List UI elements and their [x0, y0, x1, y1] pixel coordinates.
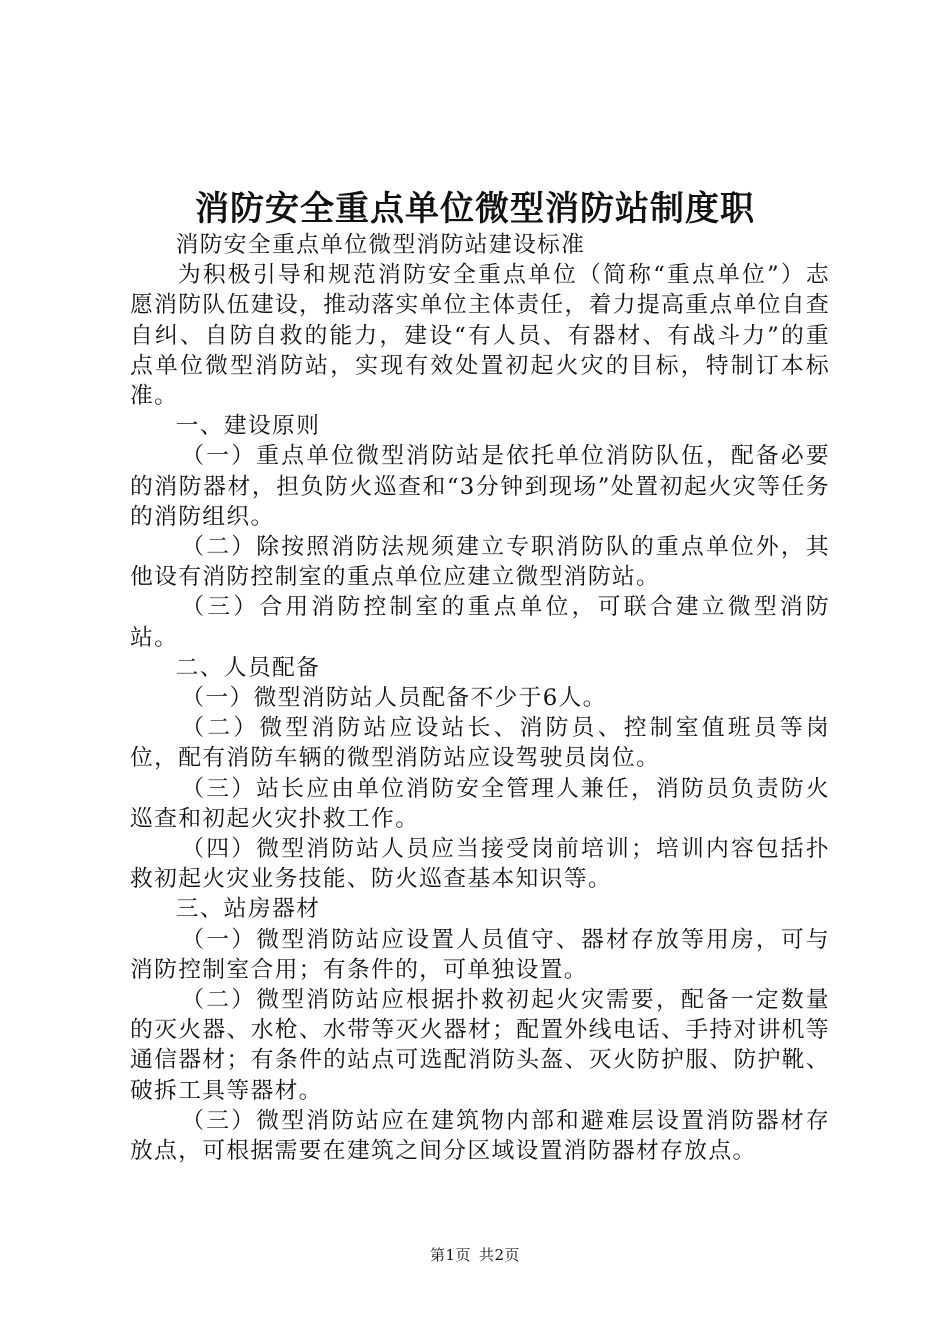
- section-item: （二）除按照消防法规须建立专职消防队的重点单位外，其他设有消防控制室的重点单位应建立微型消防站。: [130, 534, 830, 591]
- section-item: （三）站长应由单位消防安全管理人兼任，消防员负责防火巡查和初起火灾扑救工作。: [130, 775, 830, 832]
- page-number: 第1页: [429, 1246, 471, 1264]
- document-title: 消防安全重点单位微型消防站制度职: [195, 189, 755, 229]
- section-heading: 二、人员配备: [175, 654, 321, 681]
- section-item: （二）微型消防站应设站长、消防员、控制室值班员等岗位，配有消防车辆的微型消防站应设驾驶员岗位。: [130, 715, 830, 772]
- section-item: （四）微型消防站人员应当接受岗前培训；培训内容包括扑救初起火灾业务技能、防火巡查基本知识等。: [130, 836, 830, 893]
- page-footer: [0, 1244, 950, 1266]
- intro-paragraph: 为积极引导和规范消防安全重点单位（简称“重点单位”）志愿消防队伍建设，推动落实单位主体责任，着力提高重点单位自查自纠、自防自救的能力，建设“有人员、有器材、有战斗力”的重点单位微型消防站，实现有效处置初起火灾的目标，特制订本标准。: [130, 262, 830, 410]
- document-subtitle: 消防安全重点单位微型消防站建设标准: [175, 232, 586, 258]
- section-heading: 三、站房器材: [175, 896, 321, 923]
- section-item: （一）重点单位微型消防站是依托单位消防队伍，配备必要的消防器材，担负防火巡查和“3分钟到现场”处置初起火灾等任务的消防组织。: [130, 443, 830, 530]
- document-body: [130, 230, 830, 1166]
- section-item: （二）微型消防站应根据扑救初起火灾需要，配备一定数量的灭火器、水枪、水带等灭火器材；配置外线电话、手持对讲机等通信器材；有条件的站点可选配消防头盔、灭火防护服、防护靴、破拆工具等器材。: [130, 987, 830, 1104]
- section-heading: 一、建设原则: [175, 413, 321, 440]
- section-item: （一）微型消防站应设置人员值守、器材存放等用房，可与消防控制室合用；有条件的，可单独设置。: [130, 926, 830, 983]
- section-item: （三）微型消防站应在建筑物内部和避难层设置消防器材存放点，可根据需要在建筑之间分区域设置消防器材存放点。: [130, 1107, 830, 1165]
- section-item: （一）微型消防站人员配备不少于6人。: [181, 685, 607, 712]
- section-item: （三）合用消防控制室的重点单位，可联合建立微型消防站。: [130, 594, 830, 651]
- page-total: 共2页: [479, 1246, 521, 1264]
